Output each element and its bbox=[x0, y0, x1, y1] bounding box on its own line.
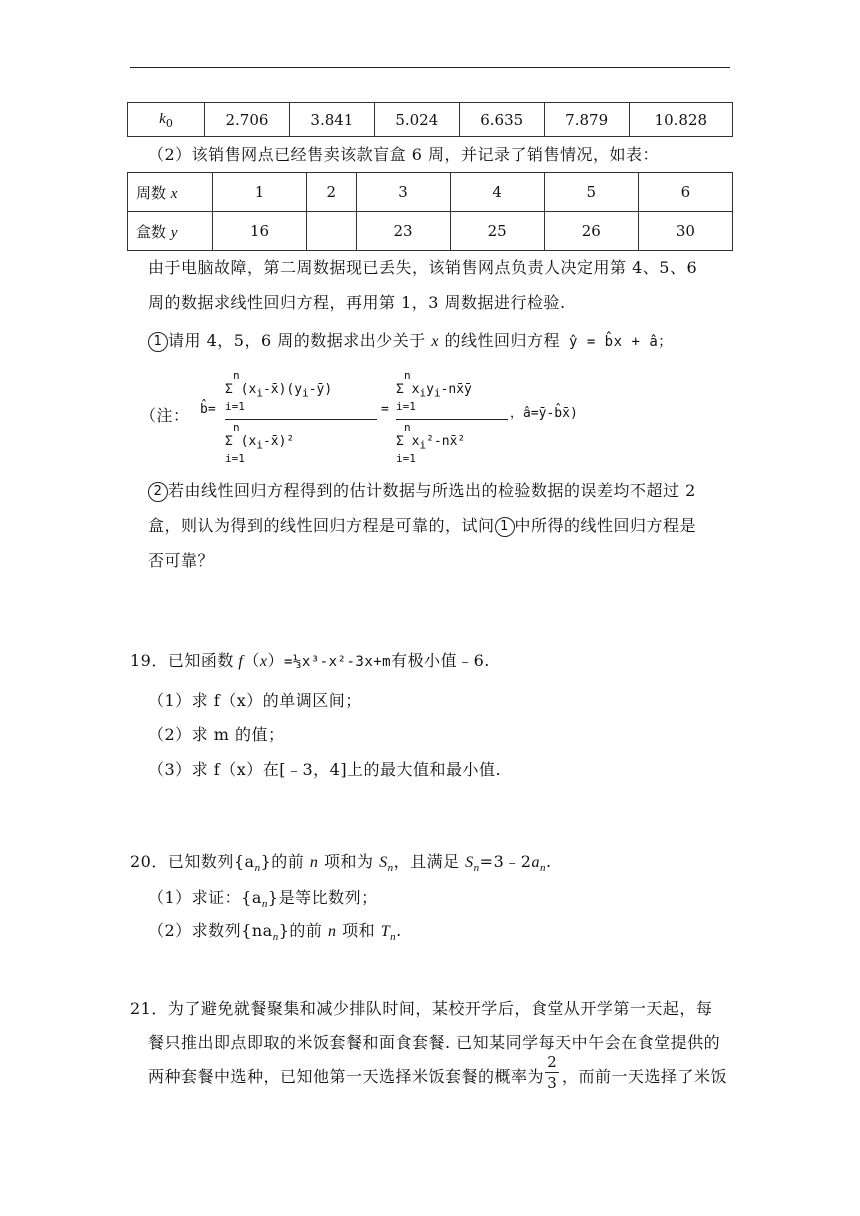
text: 盒，则认为得到的线性回归方程是可靠的，试问 bbox=[148, 516, 495, 535]
fraction bbox=[545, 1052, 559, 1093]
table-cell bbox=[307, 212, 356, 251]
paragraph: 否可靠？ bbox=[148, 551, 215, 570]
q2-intro: （2）该销售网点已经售卖该款盲盒 6 周，并记录了销售情况，如表： bbox=[148, 145, 660, 164]
table-cell: 30 bbox=[638, 212, 732, 251]
q20-part: （2）求数列$\{na_n\}$的前 n 项和 $T_n$. bbox=[148, 921, 402, 944]
formula-denominator: n Σ $(x_i-x̄)^2$ i=1 bbox=[225, 421, 295, 465]
table-cell: 25 bbox=[450, 212, 544, 251]
table-cell: 5 bbox=[544, 173, 638, 212]
table-row bbox=[128, 103, 733, 137]
critical-value-table bbox=[127, 102, 733, 137]
header-rule bbox=[130, 67, 730, 68]
q19-part: （2）求 m 的值； bbox=[148, 725, 285, 744]
fraction-line bbox=[396, 419, 508, 420]
text: 的线性回归方程 bbox=[444, 331, 561, 350]
k-label: k bbox=[159, 111, 166, 127]
table-row bbox=[128, 212, 733, 251]
formula-numerator: n Σ $(x_i-x̄)(y_i-ȳ)$ i=1 bbox=[225, 369, 333, 413]
circled-number: 1 bbox=[495, 517, 515, 537]
var-x: x bbox=[259, 653, 268, 670]
paragraph: 由于电脑故障，第二周数据现已丢失，该销售网点负责人决定用第 4、5、6 bbox=[148, 258, 698, 277]
regression-equation: ŷ = b̂x + â； bbox=[560, 334, 673, 350]
fraction-numerator: 2 bbox=[547, 1053, 557, 1071]
paragraph: 周的数据求线性回归方程，再用第 1，3 周数据进行检验. bbox=[148, 293, 566, 312]
a-hat-formula: ，â=ȳ-b̂x̄) bbox=[510, 406, 578, 421]
q20-stem: 20．已知数列$\{a_n\}$的前 n 项和为 $S_n$，且满足 $S_n=3﹣2a_n$. bbox=[130, 852, 552, 875]
table-cell bbox=[128, 103, 205, 137]
fraction-line bbox=[225, 419, 377, 420]
q19-part: （1）求 f（x）的单调区间； bbox=[148, 691, 362, 710]
q21-line: ，而前一天选择了米饭 bbox=[562, 1067, 728, 1086]
text: 中所得的线性回归方程是 bbox=[514, 516, 697, 535]
sales-table bbox=[127, 172, 733, 251]
table-row bbox=[128, 173, 733, 212]
text: （2）求数列{na bbox=[148, 921, 273, 940]
table-cell: 2 bbox=[307, 173, 356, 212]
q20-part: （1）求证：$\{a_n\}$是等比数列； bbox=[148, 888, 378, 911]
paragraph bbox=[148, 513, 696, 537]
q19-stem: 19．已知函数 f（x）=⅓x³-x²-3x+m有极小值﹣6. bbox=[130, 651, 490, 670]
row-label: 盒数 bbox=[136, 222, 167, 241]
formula-denominator: n Σ $x_i^2-nx̄^2$ i=1 bbox=[396, 421, 466, 465]
row-var: y bbox=[170, 224, 178, 241]
k-subscript: 0 bbox=[165, 117, 173, 130]
formula-numerator: n Σ $x_iy_i-nx̄ȳ$ i=1 bbox=[396, 369, 472, 413]
table-cell: 2.706 bbox=[205, 103, 290, 137]
table-cell: 6.635 bbox=[459, 103, 544, 137]
table-cell: 5.024 bbox=[374, 103, 459, 137]
q19-part: （3）求 f（x）在[﹣3，4]上的最大值和最小值. bbox=[148, 760, 502, 779]
b-hat: b̂= bbox=[200, 402, 216, 417]
fraction-denominator: 3 bbox=[547, 1074, 557, 1092]
text: 若由线性回归方程得到的估计数据与所选出的检验数据的误差均不超过 2 bbox=[168, 481, 696, 500]
table-cell bbox=[128, 173, 213, 212]
note-label: （注： bbox=[140, 406, 190, 425]
table-cell: 6 bbox=[638, 173, 732, 212]
q21-line: 餐只推出即点即取的米饭套餐和面食套餐. 已知某同学每天中午会在食堂提供的 bbox=[148, 1033, 721, 1052]
table-cell: 3.841 bbox=[289, 103, 374, 137]
text: 19．已知函数 bbox=[130, 651, 234, 670]
q21-line: 21．为了避免就餐聚集和减少排队时间，某校开学后，食堂从开学第一天起，每 bbox=[130, 999, 713, 1018]
function-formula: =⅓x³-x²-3x+m bbox=[283, 654, 392, 670]
table-cell: 3 bbox=[356, 173, 450, 212]
equals-sign: = bbox=[381, 402, 389, 417]
text: 20．已知数列{a bbox=[130, 852, 255, 871]
sub-question-1 bbox=[148, 328, 673, 352]
row-label: 周数 bbox=[136, 183, 167, 202]
text: 有极小值﹣6. bbox=[391, 651, 490, 670]
table-cell: 4 bbox=[450, 173, 544, 212]
text: （1）求证：{a bbox=[148, 888, 262, 907]
table-cell: 26 bbox=[544, 212, 638, 251]
text: 请用 4，5，6 周的数据求出少关于 bbox=[168, 331, 426, 350]
table-cell: 10.828 bbox=[629, 103, 732, 137]
function-f: f bbox=[233, 653, 244, 670]
table-cell: 23 bbox=[356, 212, 450, 251]
circled-number: 1 bbox=[148, 332, 168, 352]
row-var: x bbox=[170, 185, 178, 202]
table-cell bbox=[128, 212, 213, 251]
table-cell: 16 bbox=[213, 212, 307, 251]
var-x: x bbox=[431, 333, 439, 350]
circled-number: 2 bbox=[148, 482, 168, 502]
table-cell: 1 bbox=[213, 173, 307, 212]
table-cell: 7.879 bbox=[544, 103, 629, 137]
sub-question-2 bbox=[148, 478, 696, 502]
q21-line: 两种套餐中选种，已知他第一天选择米饭套餐的概率为 bbox=[148, 1067, 545, 1086]
